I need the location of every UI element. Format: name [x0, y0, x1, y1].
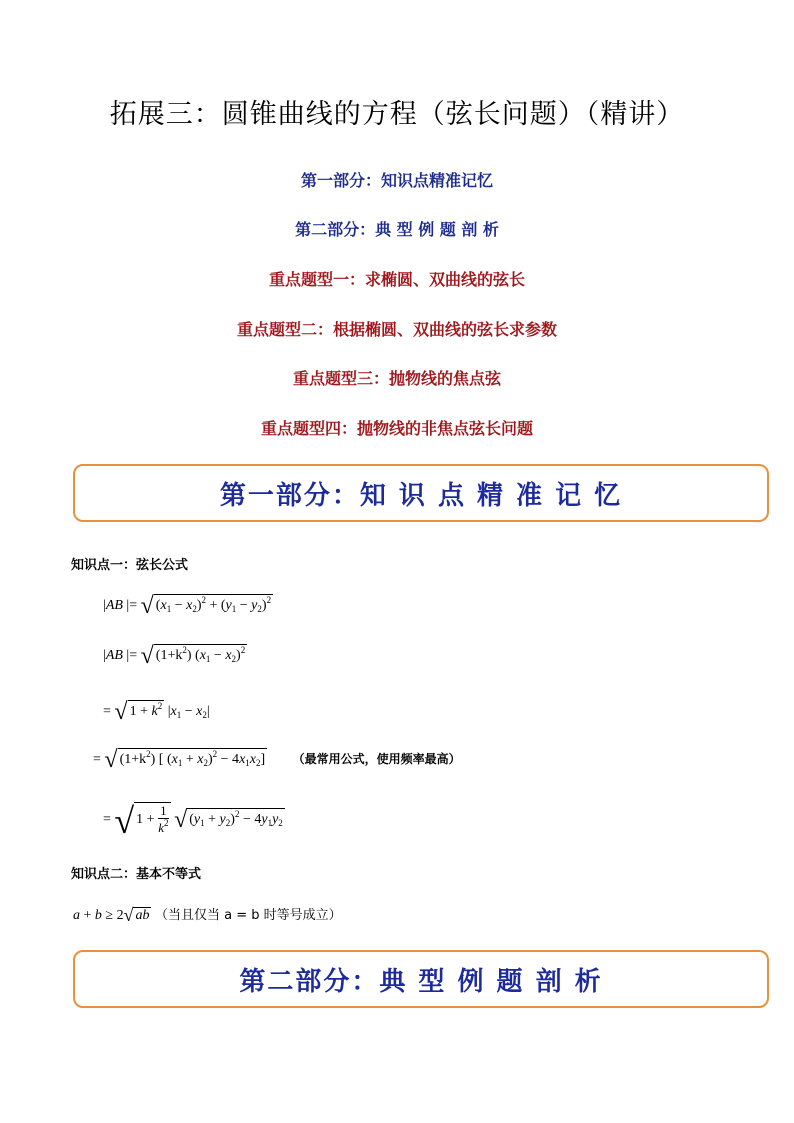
section-header-part1: 第一部分：知 识 点 精 准 记 忆 — [73, 464, 769, 522]
formula-chord-length-2: |AB |= √ $(1+k^2) (x_1 - x_2)^2$ — [103, 643, 246, 669]
toc-item-type2: 重点题型二：根据椭圆、双曲线的弦长求参数 — [236, 320, 557, 339]
formula-chord-length-5: = √ 1 + $\frac{1}{k^2}$ √ $(y_1 + y_2)^2 - 4y_1y_2$ — [103, 801, 283, 842]
toc-item-type1: 重点题型一：求椭圆、双曲线的弦长 — [268, 270, 525, 289]
toc-item-type4: 重点题型四：抛物线的非焦点弦长问题 — [260, 419, 533, 438]
formula-note: （最常用公式，使用频率最高） — [292, 752, 461, 766]
toc-item-part2: 第二部分：典 型 例 题 剖 析 — [295, 220, 499, 239]
toc-item-part1: 第一部分：知识点精准记忆 — [300, 171, 493, 190]
inequality-note: （当且仅当 a = b 时等号成立） — [154, 908, 342, 923]
formula-chord-length-4: = √ $(1+k^2)$ [ $(x_1 + x_2)^2 - 4x_1x_2$] （最常用公式，使用频率最高） — [93, 747, 461, 773]
knowledge-point-2-title: 知识点二：基本不等式 — [71, 867, 202, 882]
toc-item-type3: 重点题型三：抛物线的焦点弦 — [292, 369, 501, 388]
section-header-part2: 第二部分：典 型 例 题 剖 析 — [73, 950, 769, 1008]
formula-chord-length-3: = √ $1 + k^2$ $|x_1 - x_2|$ — [103, 699, 210, 725]
knowledge-point-1-title: 知识点一：弦长公式 — [71, 558, 189, 573]
page-title: 拓展三：圆锥曲线的方程（弦长问题）（精讲） — [109, 99, 685, 130]
formula-chord-length-1: |AB |= √ $(x_1 - x_2)^2 + (y_1 - y_2)^2$ — [103, 593, 272, 619]
formula-am-gm-inequality: a + b ≥ 2√ ab （当且仅当 a = b 时等号成立） — [73, 905, 342, 925]
